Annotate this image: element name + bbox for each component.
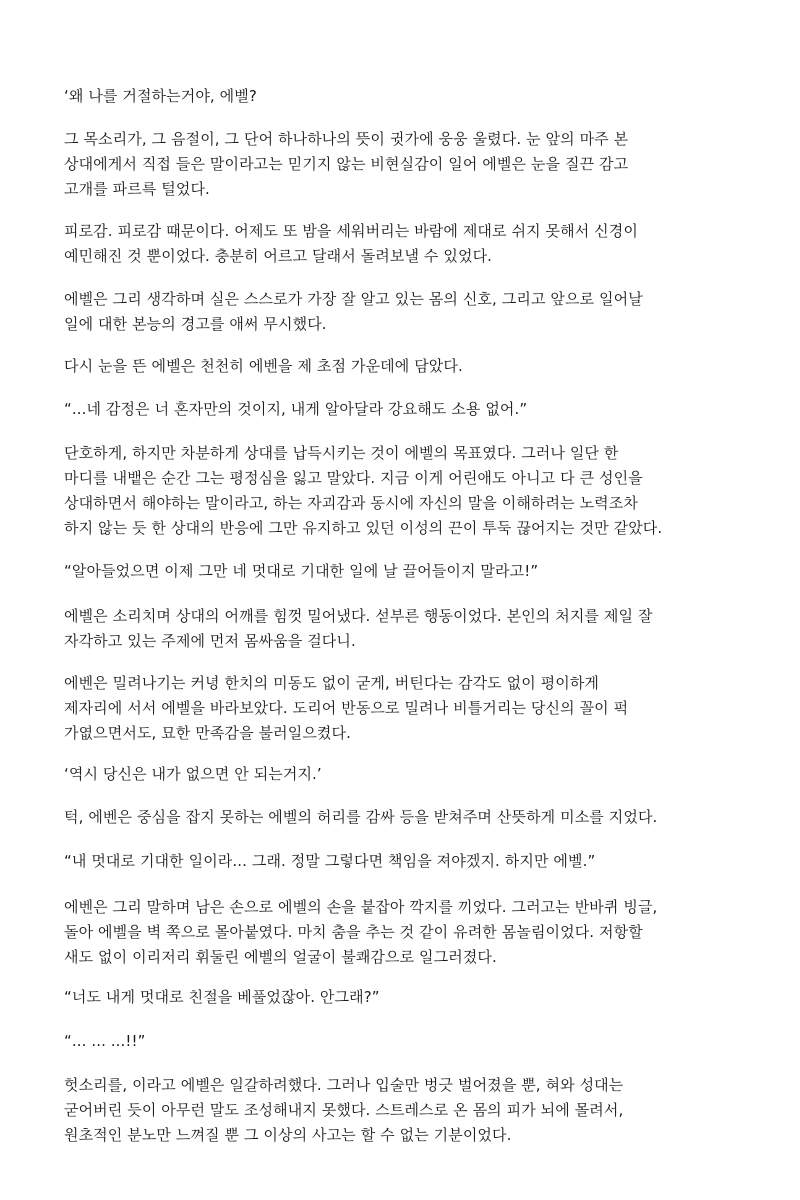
paragraph-13: “내 멋대로 기대한 일이라... 그래. 정말 그렇다면 책임을 져야겠지. 하지만 에벨.” xyxy=(64,852,596,870)
paragraph-2: 그 목소리가, 그 음절이, 그 단어 하나하나의 뜻이 귓가에 웅웅 울렸다. 눈 앞의 마주 본 상대에게서 직접 들은 말이라고는 믿기지 않는 비현실감이 일어 에벨은 눈을 질끈 감고 고개를 파르륵 털었다. xyxy=(64,130,629,198)
paragraph-15: “너도 내게 멋대로 친절을 베풀었잖아. 안그래?” xyxy=(64,988,380,1006)
paragraph-12: 턱, 에벤은 중심을 잡지 못하는 에벨의 허리를 감싸 등을 받쳐주며 산뜻하게 미소를 지었다. xyxy=(64,808,658,826)
paragraph-8: “알아들었으면 이제 그만 네 멋대로 기대한 일에 날 끌어들이지 말라고!” xyxy=(64,562,539,580)
paragraph-10: 에벤은 밀려나기는 커녕 한치의 미동도 없이 굳게, 버틴다는 감각도 없이 평이하게 제자리에 서서 에벨을 바라보았다. 도리어 반동으로 밀려나 비틀거리는 당신의 꼴이 퍽 가엾으면서도, 묘한 만족감을 불러일으켰다. xyxy=(64,674,629,742)
paragraph-9: 에벨은 소리치며 상대의 어깨를 힘껏 밀어냈다. 섣부른 행동이었다. 본인의 처지를 제일 잘 자각하고 있는 주제에 먼저 몸싸움을 걸다니. xyxy=(64,607,653,650)
paragraph-7: 단호하게, 하지만 차분하게 상대를 납득시키는 것이 에벨의 목표였다. 그러나 일단 한 마디를 내뱉은 순간 그는 평정심을 잃고 말았다. 지금 이게 어린애도 아니고 다 큰 성인을 상대하면서 해야하는 말이라고, 하는 자괴감과 동시에 자신의 말을 이해하려는 노력조차 하지 않는 듯 한 상대의 반응에 그만 유지하고 있던 이성의 끈이 투둑 끊어지는 것만 같았다. xyxy=(64,444,663,537)
paragraph-5: 다시 눈을 뜬 에벨은 천천히 에벤을 제 초점 가운데에 담았다. xyxy=(64,357,463,375)
paragraph-3: 피로감. 피로감 때문이다. 어제도 또 밤을 세워버리는 바람에 제대로 쉬지 못해서 신경이 예민해진 것 뿐이었다. 충분히 어르고 달래서 돌려보낼 수 있었다. xyxy=(64,222,638,265)
paragraph-1: ‘왜 나를 거절하는거야, 에벨? xyxy=(64,87,257,105)
paragraph-14: 에벤은 그리 말하며 남은 손으로 에벨의 손을 붙잡아 깍지를 끼었다. 그러고는 반바퀴 빙글, 돌아 에벨을 벽 쪽으로 몰아붙였다. 마치 춤을 추는 것 같이 유려한 몸놀림이었다. 저항할 새도 없이 이리저리 휘둘린 에벨의 얼굴이 불쾌감으로 일그러졌다. xyxy=(64,898,658,966)
paragraph-4: 에벨은 그리 생각하며 실은 스스로가 가장 잘 알고 있는 몸의 신호, 그리고 앞으로 일어날 일에 대한 본능의 경고를 애써 무시했다. xyxy=(64,290,643,333)
paragraph-6: “...네 감정은 너 혼자만의 것이지, 내게 알아달라 강요해도 소용 없어.” xyxy=(64,400,528,418)
paragraph-11: ‘역시 당신은 내가 없으면 안 되는거지.’ xyxy=(64,765,322,783)
paragraph-16: “... ... ...!!” xyxy=(64,1032,146,1050)
paragraph-17: 헛소리를, 이라고 에벨은 일갈하려했다. 그러나 입술만 벙긋 벌어졌을 뿐, 혀와 성대는 굳어버린 듯이 아무런 말도 조성해내지 못했다. 스트레스로 온 몸의 피가 뇌에 몰려서, 원초적인 분노만 느껴질 뿐 그 이상의 사고는 할 수 없는 기분이었다. xyxy=(64,1076,624,1144)
